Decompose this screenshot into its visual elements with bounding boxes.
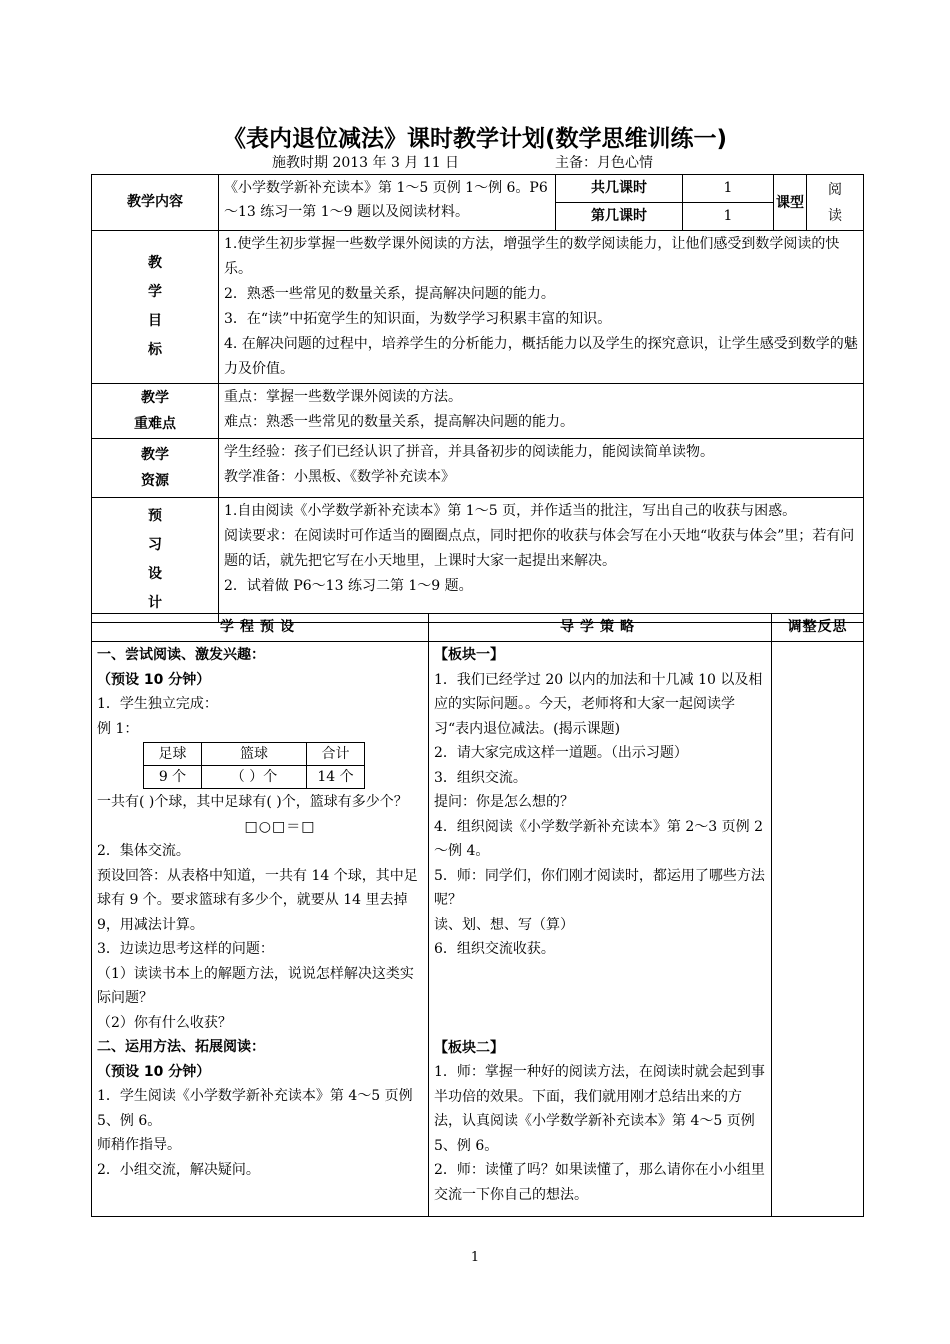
preview-content: 1.自由阅读《小学数学新补充读本》第 1～5 页，并作适当的批注，写出自己的收获与困惑。 阅读要求：在阅读时可作适当的圈圈点点，同时把你的收获与体会写在小天地“收获与体会”里；若有问题的话，就先把它写在小天地里，上课时大家一起提出来解决。 2．试着做 P6～13 练习二第 1～9 题。: [219, 498, 864, 623]
header-process: 学程预设: [92, 614, 429, 642]
header-strategy: 导学策略: [429, 614, 772, 642]
document-title: 《表内退位减法》课时教学计划(数学思维训练一): [222, 126, 728, 152]
teaching-date: 施教时期 2013 年 3 月 11 日: [272, 155, 460, 171]
total-periods-value: 1: [683, 175, 774, 203]
example-table: 足球 篮球 合计 9 个 （ ）个 14 个: [143, 742, 365, 789]
current-period-label: 第几课时: [556, 203, 683, 231]
lesson-type-label: 课型: [774, 175, 807, 231]
info-table: [91, 174, 864, 623]
total-periods-label: 共几课时: [556, 175, 683, 203]
formula-boxes: □○□＝□: [244, 818, 316, 835]
content-text: 《小学数学新补充读本》第 1～5 页例 1～例 6。P6～13 练习一第 1～9 题以及阅读材料。: [219, 175, 556, 231]
content-label: 教学内容: [92, 175, 219, 231]
lesson-type-value: 阅读: [807, 175, 864, 231]
reflection-column: [772, 642, 864, 1217]
preview-label: 预 习 设 计: [92, 498, 219, 623]
strategy-column: 【板块一】 1．我们已经学过 20 以内的加法和十几减 10 以及相应的实际问题。。今天，老师将和大家一起阅读学习“表内退位减法。(揭示课题) 2．请大家完成这样一道题。（出示习题） 3．组织交流。 提问：你是怎么想的？ 4．组织阅读《小学数学新补充读本》第 2～3 页例 2～例 4。 5．师：同学们，你们刚才阅读时，都运用了哪些方法呢？ 读、划、想、写（算） 6．组织交流收获。 【板块二】 1．师：掌握一种好的阅读方法，在阅读时就会起到事半功倍的效果。下面，我们就用刚才总结出来的方法，认真阅读《小学数学新补充读本》第 4～5 页例 5、例 6。 2．师：读懂了吗？如果读懂了，那么请你在小小组里交流一下你自己的想法。: [429, 642, 772, 1217]
process-table: [91, 613, 864, 1217]
resources-content: 学生经验：孩子们已经认识了拼音，并具备初步的阅读能力，能阅读简单读物。 教学准备：小黑板、《数学补充读本》: [219, 439, 864, 498]
goals-label: 教 学 目 标: [92, 231, 219, 384]
resources-label: 教学 资源: [92, 439, 219, 498]
author: 主备：月色心情: [555, 155, 653, 171]
page-number: 1: [470, 1250, 480, 1265]
keypoints-label: 教学 重难点: [92, 384, 219, 439]
header-reflection: 调整反思: [772, 614, 864, 642]
current-period-value: 1: [683, 203, 774, 231]
process-column: 一、尝试阅读、激发兴趣： （预设 10 分钟） 1．学生独立完成： 例 1： 足球 篮球 合计 9 个 （ ）个 14 个 一共有( )个球，其中足球有( )个，篮球有多少个？ □○□＝□ 2．集体交流。 预设回答：从表格中知道，一共有 14 个球，其中足球有 9 个。要求篮球有多少个，就要从 14 里去掉 9，用减法计算。 3．边读边思考这样的问题： （1）读读书本上的解题方法，说说怎样解决这类实际问题？ （2）你有什么收获？ 二、运用方法、拓展阅读： （预设 10 分钟） 1．学生阅读《小学数学新补充读本》第 4～5 页例 5、例 6。 师稍作指导。 2．小组交流，解决疑问。: [92, 642, 429, 1217]
keypoints-content: 重点：掌握一些数学课外阅读的方法。 难点：熟悉一些常见的数量关系，提高解决问题的能力。: [219, 384, 864, 439]
goals-content: 1.使学生初步掌握一些数学课外阅读的方法，增强学生的数学阅读能力，让他们感受到数学阅读的快乐。 2．熟悉一些常见的数量关系，提高解决问题的能力。 3．在“读”中拓宽学生的知识面，为数学学习积累丰富的知识。 4. 在解决问题的过程中，培养学生的分析能力，概括能力以及学生的探究意识，让学生感受到数学的魅力及价值。: [219, 231, 864, 384]
